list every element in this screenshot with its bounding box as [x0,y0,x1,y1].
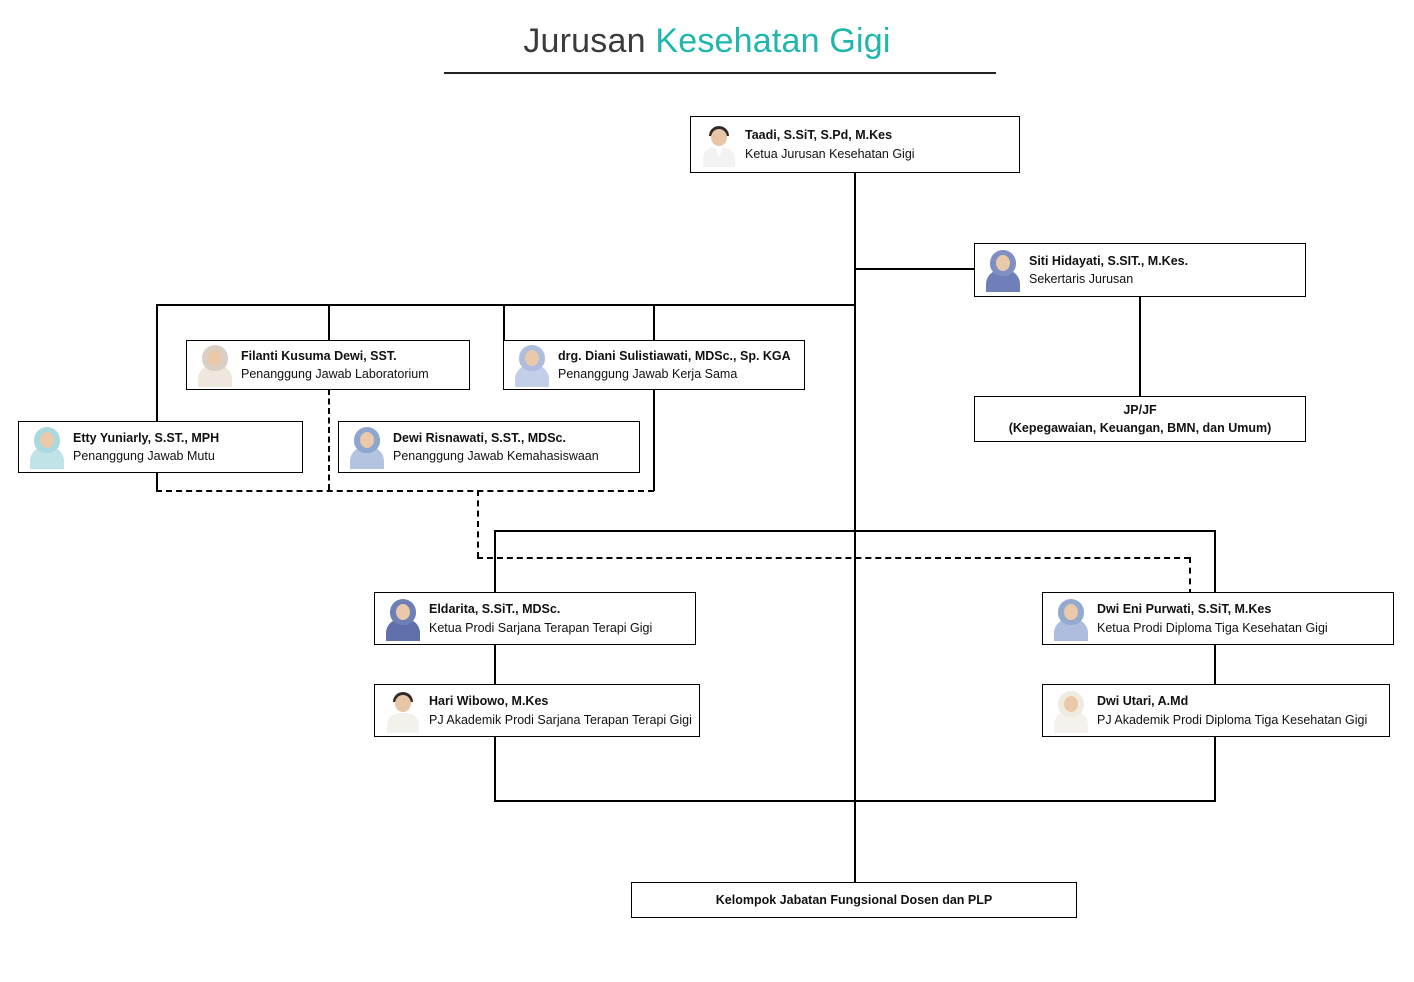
avatar-sekretaris-jurusan [983,248,1023,292]
connector-sekretaris-to-jpjf [1139,297,1141,396]
node-kelompok-jabatan-fungsional[interactable] [631,882,1077,918]
node-name: Kelompok Jabatan Fungsional Dosen dan PLP [715,892,993,907]
node-name: Dwi Eni Purwati, S.SiT, M.Kes [1097,602,1272,617]
node-name: Hari Wibowo, M.Kes [429,694,549,709]
node-name: Taadi, S.SiT, S.Pd, M.Kes [745,128,893,143]
connector-pj-dashed-rail [156,490,654,492]
node-role: Penanggung Jawab Kemahasiswaan [393,449,599,463]
node-text [999,395,1282,443]
node-role: PJ Akademik Prodi Sarjana Terapan Terapi Gigi [429,712,692,727]
avatar-ketua-jurusan [699,123,739,167]
node-text [1029,248,1305,292]
connector-prodi-bottom-rail [494,800,1216,802]
connector-drop-pj-kerjasama [503,304,505,340]
node-name: Etty Yuniarly, S.ST., MPH [73,430,220,445]
avatar-kaprodi-diploma-tiga [1051,597,1091,641]
node-name: Dewi Risnawati, S.ST., MDSc. [393,430,566,445]
connector-pj-to-prodi-vertical [477,490,479,558]
avatar-pj-laboratorium [195,343,235,387]
node-text [745,122,1019,166]
node-jpjf[interactable] [974,396,1306,442]
node-role: PJ Akademik Prodi Diploma Tiga Kesehatan Gigi [1097,712,1368,727]
avatar-pj-kemahasiswaan [347,425,387,469]
node-name: Dwi Utari, A.Md [1097,694,1189,709]
node-text [1097,688,1389,732]
node-name: Filanti Kusuma Dewi, SST. [241,348,397,363]
node-pj-kemahasiswaan[interactable] [338,421,640,473]
connector-pj-bus [156,304,856,306]
node-kaprodi-sarjana-terapan[interactable] [374,592,696,645]
node-pj-mutu[interactable] [18,421,303,473]
node-name: Eldarita, S.SiT., MDSc. [429,602,561,617]
node-role: Sekertaris Jurusan [1029,272,1134,286]
node-kaprodi-diploma-tiga[interactable] [1042,592,1394,645]
node-role: Ketua Prodi Diploma Tiga Kesehatan Gigi [1097,620,1328,635]
connector-prodi-solid-rail [494,530,1216,532]
avatar-pj-akademik-sarjana-terapan [383,689,423,733]
node-name: drg. Diani Sulistiawati, MDSc., Sp. KGA [558,348,791,363]
connector-pj-bus-right-drop [653,304,655,491]
node-pj-akademik-diploma-tiga[interactable] [1042,684,1390,737]
avatar-pj-kerja-sama [512,343,552,387]
connector-pj-dashed-lab-drop [328,389,330,490]
node-text [73,425,302,469]
node-role: Ketua Jurusan Kesehatan Gigi [745,146,915,161]
page-title-accent: Kesehatan Gigi [655,22,891,60]
node-jpjf-line2: (Kepegawaian, Keuangan, BMN, dan Umum) [1008,421,1272,435]
node-ketua-jurusan[interactable] [690,116,1020,173]
node-text [241,343,469,387]
avatar-pj-akademik-diploma-tiga [1051,689,1091,733]
node-pj-akademik-sarjana-terapan[interactable] [374,684,700,737]
connector-prodi-dashed-rail [477,557,1190,559]
connector-prodi-right-vertical [1214,530,1216,802]
connector-drop-pj-lab [328,304,330,340]
node-jpjf-line1: JP/JF [1123,402,1157,417]
avatar-pj-mutu [27,425,67,469]
avatar-kaprodi-sarjana-terapan [383,597,423,641]
node-text [1097,596,1393,640]
page-title [0,22,1414,61]
node-role: Penanggung Jawab Kerja Sama [558,367,738,381]
node-pj-laboratorium[interactable] [186,340,470,390]
connector-spine-main [854,173,856,884]
node-role: Penanggung Jawab Mutu [73,449,215,463]
connector-ketua-to-sekretaris [854,268,974,270]
node-name: Siti Hidayati, S.SIT., M.Kes. [1029,253,1189,268]
connector-prodi-left-vertical [494,530,496,802]
node-sekretaris-jurusan[interactable] [974,243,1306,297]
title-underline [444,72,996,74]
page-title-prefix: Jurusan [523,22,646,60]
node-role: Ketua Prodi Sarjana Terapan Terapi Gigi [429,620,653,635]
node-pj-kerja-sama[interactable] [503,340,805,390]
connector-prodi-dashed-right-drop [1189,557,1191,595]
node-role: Penanggung Jawab Laboratorium [241,367,429,381]
node-text [429,688,700,732]
node-text [558,343,804,387]
node-text [706,885,1002,915]
node-text [393,425,639,469]
node-text [429,596,695,640]
